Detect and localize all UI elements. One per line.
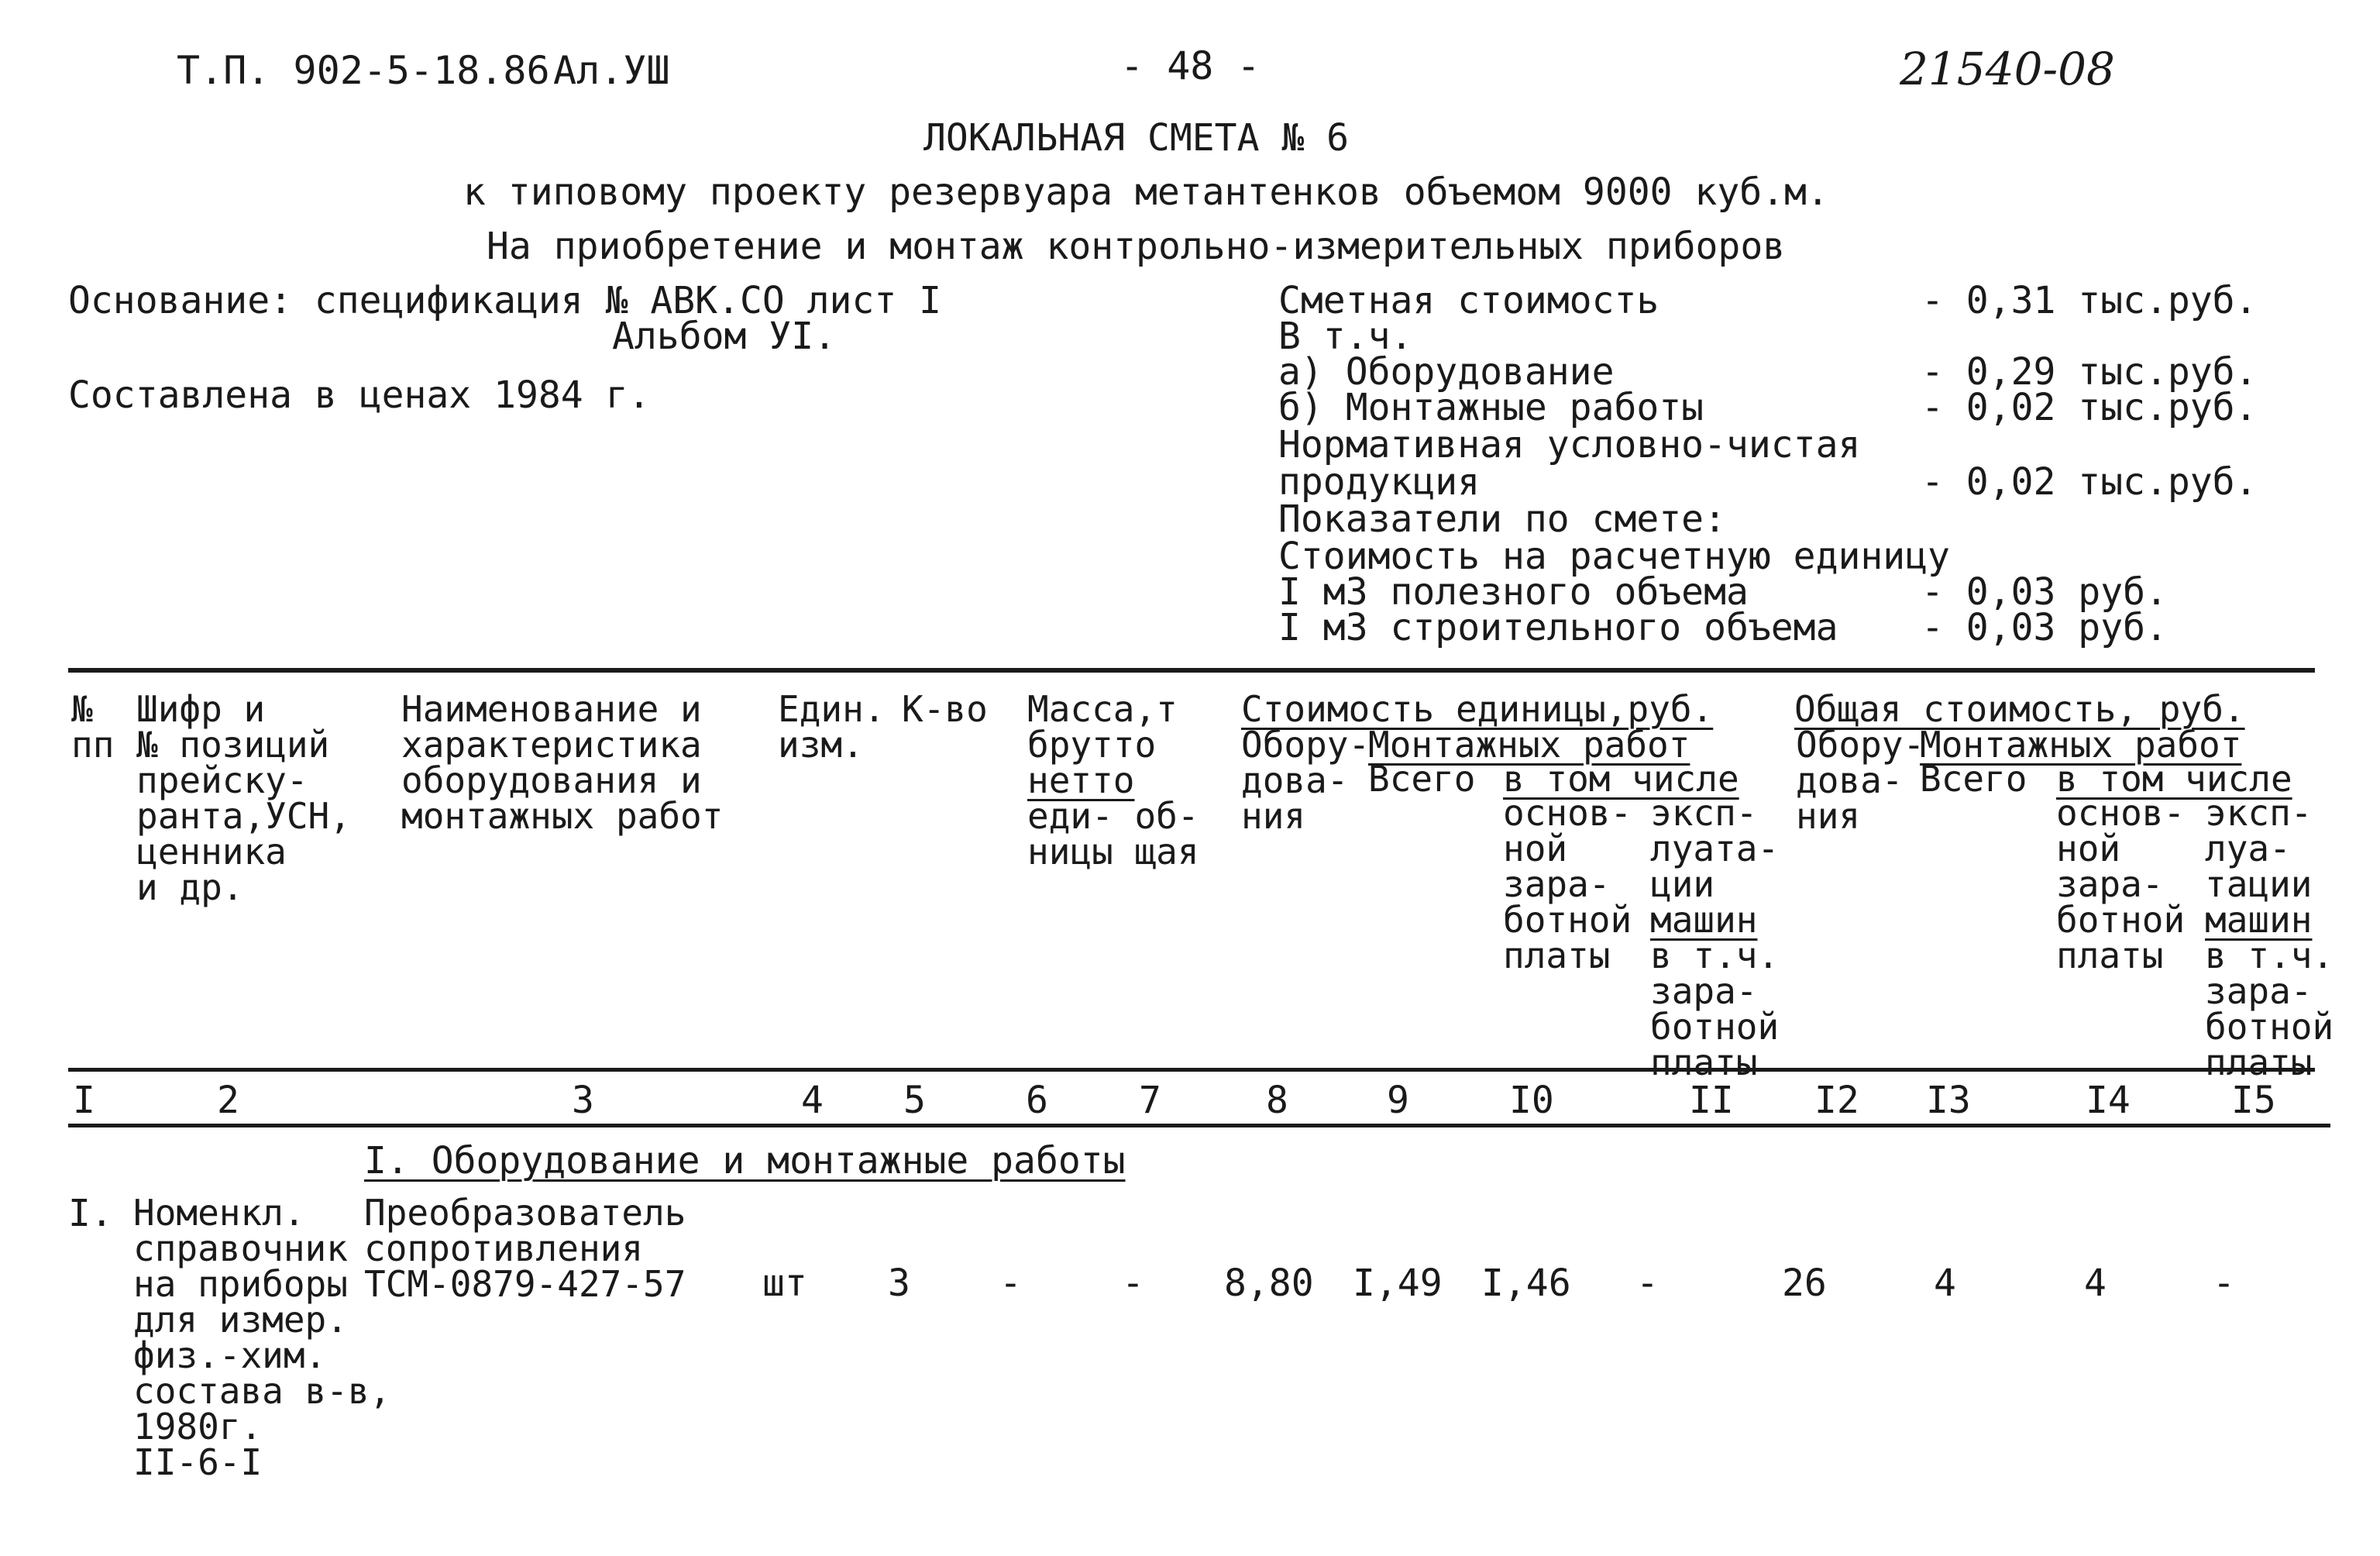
cost-label: I м3 полезного объема [1278, 570, 1749, 614]
cell-line: тации [2205, 863, 2313, 905]
cell-line: Номенкл. [133, 1192, 305, 1234]
header-total-cost: Общая стоимость, руб. [1794, 688, 2245, 730]
cost-label: Нормативная условно-чистая [1278, 423, 1861, 466]
cell-line: № [71, 688, 93, 730]
column-number: 7 [1139, 1079, 1161, 1122]
cost-value: - 0,03 руб. [1921, 606, 2168, 649]
doc-subtitle-2: На приобретение и монтаж контрольно-измерительных приборов [487, 225, 1786, 268]
cell-line: зара- [1503, 863, 1611, 905]
cost-label: I м3 строительного объема [1278, 606, 1838, 649]
column-number: 3 [572, 1079, 594, 1122]
cell-line: в т.ч. [2205, 935, 2334, 976]
cell-line: оборудования и [401, 759, 702, 801]
cell-line: прейску- [136, 759, 308, 801]
cell-line: Един. [778, 688, 886, 730]
header-including-unit: в том числе [1503, 758, 1739, 800]
cell-line: дова- [1241, 759, 1349, 801]
cell-line: Шифр и [136, 688, 266, 730]
project-code: Т.П. 902-5-18.86 [177, 48, 550, 93]
column-number: I4 [2086, 1079, 2131, 1122]
row-equip-unit: 8,80 [1224, 1262, 1314, 1305]
cell-line: ботной [2205, 1006, 2334, 1048]
cell-line: зара- [1650, 970, 1758, 1012]
cell-line: платы [2056, 935, 2164, 976]
doc-subtitle-1: к типовому проекту резервуара метантенков объемом 9000 куб.м. [463, 170, 1829, 214]
row-mass-unit: - [999, 1262, 1022, 1305]
cell-line: нетто [1027, 759, 1135, 801]
cell-line: ТСМ-0879-427-57 [364, 1263, 686, 1305]
header-unit-cost: Стоимость единицы,руб. [1241, 688, 1714, 730]
colnum-bottom-rule [68, 1124, 2330, 1127]
header-install-unit: Монтажных работ [1368, 724, 1690, 766]
cell-line: машин [2205, 899, 2313, 941]
column-number: 4 [801, 1079, 824, 1122]
cell-line: эксп- [1650, 792, 1758, 834]
cell-line: характеристика [401, 724, 702, 766]
cell-line: луата- [1650, 828, 1780, 869]
cost-label: Стоимость на расчетную единицу [1278, 535, 1950, 578]
row-equip-total: 26 [1782, 1262, 1827, 1305]
cell-line: сопротивления [364, 1227, 644, 1269]
cell-line: Обору- [1796, 724, 1925, 766]
header-total-total: Всего [1920, 758, 2027, 800]
row-install-unit: I,49 [1353, 1262, 1443, 1305]
cell-line: луа- [2205, 828, 2291, 869]
row-machine-total: - [2213, 1262, 2235, 1305]
cell-line: № позиций [136, 724, 330, 766]
cost-value: - 0,31 тыс.руб. [1921, 279, 2258, 322]
cell-line: состава в-в, [133, 1370, 391, 1412]
column-number: 5 [903, 1079, 926, 1122]
cost-value: - 0,02 тыс.руб. [1921, 460, 2258, 504]
header-total-unit: Всего [1368, 758, 1476, 800]
cell-line: монтажных работ [401, 795, 724, 837]
cell-line: ботной [1503, 899, 1632, 941]
column-number: 9 [1387, 1079, 1409, 1122]
cell-line: машин [1650, 899, 1758, 941]
cell-line: Обору- [1241, 724, 1371, 766]
cell-line: Масса,т [1027, 688, 1178, 730]
cell-line: на приборы [133, 1263, 348, 1305]
cost-label: В т.ч. [1278, 315, 1413, 358]
cell-line: платы [2205, 1041, 2313, 1083]
cell-line: Наименование и [401, 688, 702, 730]
row-mass-total: - [1122, 1262, 1144, 1305]
header-install-total: Монтажных работ [1920, 724, 2242, 766]
doc-title: ЛОКАЛЬНАЯ СМЕТА № 6 [923, 116, 1350, 160]
cell-line: ценника [136, 831, 287, 873]
prices-year: Составлена в ценах 1984 г. [68, 374, 651, 417]
cell-line: 1980г. [133, 1406, 263, 1448]
column-number: II [1689, 1079, 1734, 1122]
cell-line: основ- [1503, 792, 1632, 834]
page-number: - 48 - [1120, 43, 1261, 88]
cell-line: физ.-хим. [133, 1334, 327, 1376]
row-unit: шт [762, 1262, 807, 1305]
cell-line: еди- об- [1027, 795, 1199, 837]
column-number: I [73, 1079, 95, 1122]
cell-line: зара- [2205, 970, 2313, 1012]
row-qty: 3 [888, 1262, 910, 1305]
cell-line: ботной [2056, 899, 2186, 941]
column-number: 8 [1266, 1079, 1288, 1122]
cell-line: ния [1241, 795, 1306, 837]
cell-line: пп [71, 724, 115, 766]
header-bottom-rule [68, 1068, 2315, 1072]
cell-line: ницы щая [1027, 831, 1199, 873]
cell-line: II-6-I [133, 1441, 263, 1483]
cell-line: платы [1650, 1041, 1758, 1083]
basis-line-2: Альбом УI. [612, 315, 836, 358]
cell-line: в т.ч. [1650, 935, 1780, 976]
cell-line: ранта,УСН, [136, 795, 351, 837]
cell-line: ной [2056, 828, 2121, 869]
row-machine-unit: - [1636, 1262, 1659, 1305]
column-number: I0 [1509, 1079, 1554, 1122]
basis-line-1: Основание: спецификация № АВК.СО лист I [68, 279, 942, 322]
column-number: 2 [217, 1079, 239, 1122]
cell-line: основ- [2056, 792, 2186, 834]
section-title: I. Оборудование и монтажные работы [364, 1139, 1126, 1182]
cost-label: б) Монтажные работы [1278, 386, 1704, 429]
cell-line: ции [1650, 863, 1715, 905]
cell-line: платы [1503, 935, 1611, 976]
cell-line: для измер. [133, 1299, 348, 1341]
cell-line: зара- [2056, 863, 2164, 905]
cell-line: ботной [1650, 1006, 1780, 1048]
column-number: I3 [1926, 1079, 1971, 1122]
row-num: I. [68, 1192, 113, 1235]
cell-line: ния [1796, 795, 1861, 837]
column-number: 6 [1026, 1079, 1048, 1122]
album-label: Ал.УШ [553, 48, 670, 93]
row-install-total: 4 [1934, 1262, 1956, 1305]
cost-label: Сметная стоимость [1278, 279, 1659, 322]
row-wage-total: 4 [2084, 1262, 2107, 1305]
table-top-rule [68, 668, 2315, 673]
cost-value: - 0,02 тыс.руб. [1921, 386, 2258, 429]
cell-line: дова- [1796, 759, 1904, 801]
cost-value: - 0,03 руб. [1921, 570, 2168, 614]
cell-line: справочник [133, 1227, 348, 1269]
handwritten-code: 21540-08 [1900, 43, 2115, 95]
column-number: I2 [1814, 1079, 1859, 1122]
header-including-total: в том числе [2056, 758, 2292, 800]
cost-label: а) Оборудование [1278, 350, 1615, 394]
cost-label: Показатели по смете: [1278, 497, 1726, 541]
cell-line: эксп- [2205, 792, 2313, 834]
cell-line: брутто [1027, 724, 1157, 766]
row-wage-unit: I,46 [1481, 1262, 1571, 1305]
cost-value: - 0,29 тыс.руб. [1921, 350, 2258, 394]
cell-line: Преобразователь [364, 1192, 686, 1234]
cell-line: ной [1503, 828, 1568, 869]
cell-line: и др. [136, 866, 244, 908]
column-number: I5 [2231, 1079, 2276, 1122]
cell-line: изм. [778, 724, 864, 766]
cost-label: продукция [1278, 460, 1481, 504]
header-qty: К-во [902, 688, 988, 730]
